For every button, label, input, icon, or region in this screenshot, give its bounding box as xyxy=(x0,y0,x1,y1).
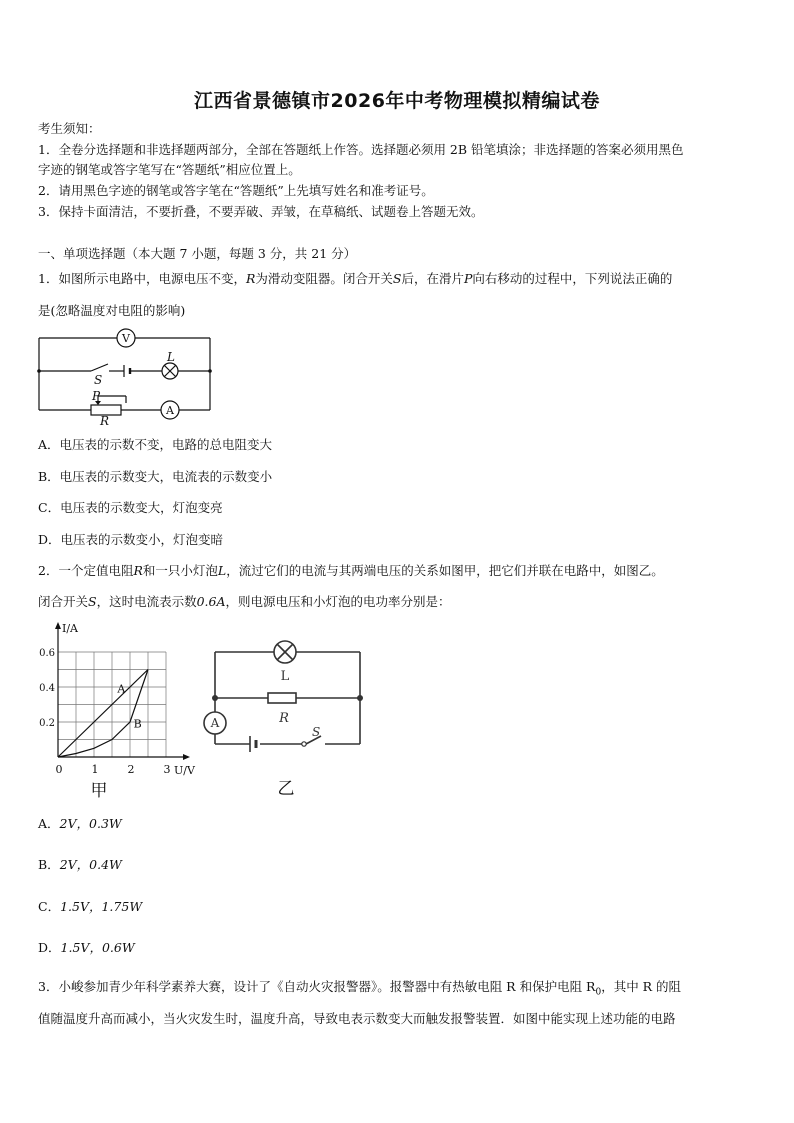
x-tick-label: 2 xyxy=(127,763,135,776)
voltmeter-label: V xyxy=(122,332,130,345)
section-heading: 一、单项选择题（本大题 7 小题，每题 3 分，共 21 分） xyxy=(38,246,357,261)
q2-option-d: D．1.5V，0.6W xyxy=(38,940,135,955)
curve-a-label: A xyxy=(117,682,126,696)
q2-stem-line-1: 2．一个定值电阻R和一只小灯泡L，流过它们的电流与其两端电压的关系如图甲，把它们并联在电路中，如图乙。 xyxy=(38,563,664,578)
resistor-label: R xyxy=(100,414,110,428)
q1-option-a: A．电压表的示数不变，电路的总电阻变大 xyxy=(38,437,273,452)
y-tick-label: 0.2 xyxy=(39,718,55,729)
q2-option-b: B．2V，0.4W xyxy=(38,857,122,872)
x-tick-label: 3 xyxy=(163,763,171,776)
q3-stem-line-2: 值随温度升高而减小，当火灾发生时，温度升高，导致电表示数变大而触发报警装置．如图中能实现上述功能的电路 xyxy=(38,1011,676,1026)
q1-stem-line-1: 1．如图所示电路中，电源电压不变，R为滑动变阻器。闭合开关S后，在滑片P向右移动的过程中，下列说法正确的 xyxy=(38,271,673,286)
q2-option-c: C．1.5V，1.75W xyxy=(38,899,143,914)
q2-option-a: A．2V，0.3W xyxy=(38,816,122,831)
q1-stem-line-2: 是(忽略温度对电阻的影响) xyxy=(38,303,186,318)
q1-circuit-diagram xyxy=(36,328,218,428)
notice-line-1: 1．全卷分选择题和非选择题两部分，全部在答题纸上作答。选择题必须用 2B 铅笔填涂；非选择题的答案必须用黑色 xyxy=(38,142,684,157)
page-title: 江西省景德镇市2026年中考物理模拟精编试卷 xyxy=(194,90,600,112)
resistor-label: R xyxy=(279,711,289,726)
switch-label: S xyxy=(312,725,321,739)
figure-yi-circuit xyxy=(200,632,370,802)
q1-option-d: D．电压表的示数变小，灯泡变暗 xyxy=(38,532,224,547)
lamp-label: L xyxy=(280,669,290,684)
q2-stem-line-2: 闭合开关S，这时电流表示数0.6A，则电源电压和小灯泡的电功率分别是： xyxy=(38,594,451,609)
x-tick-label: 0 xyxy=(55,763,63,776)
ammeter-label: A xyxy=(210,716,220,730)
ammeter-label: A xyxy=(166,404,174,417)
figure-jia-caption: 甲 xyxy=(90,781,108,801)
curve-b-label: B xyxy=(133,717,142,731)
q1-option-c: C．电压表的示数变大，灯泡变亮 xyxy=(38,500,223,515)
q1-option-b: B．电压表的示数变大，电流表的示数变小 xyxy=(38,469,273,484)
x-tick-label: 1 xyxy=(91,763,99,776)
lamp-symbol xyxy=(274,641,296,663)
notice-line-3: 3．保持卡面清洁，不要折叠，不要弄破、弄皱，在草稿纸、试题卷上答题无效。 xyxy=(38,204,484,219)
x-axis-arrow xyxy=(183,754,190,760)
y-axis-arrow xyxy=(55,622,61,629)
notice-line-1-cont: 字迹的钢笔或答字笔写在“答题纸”相应位置上。 xyxy=(38,162,301,177)
q3-stem-line-1: 3．小峻参加青少年科学素养大赛，设计了《自动火灾报警器》。报警器中有热敏电阻 R 和保护电阻 $R_0$，其中 R 的阻 xyxy=(38,979,682,998)
slider-label: P xyxy=(92,389,101,403)
figure-yi-caption: 乙 xyxy=(277,779,295,799)
notice-heading: 考生须知： xyxy=(38,121,101,136)
figure-jia-iu-graph xyxy=(36,620,206,802)
y-axis-label: I/A xyxy=(62,622,78,635)
x-axis-label: U/V xyxy=(174,764,195,777)
y-tick-label: 0.4 xyxy=(39,683,55,694)
y-tick-label: 0.6 xyxy=(39,648,55,659)
notice-line-2: 2．请用黑色字迹的钢笔或答字笔在“答题纸”上先填写姓名和准考证号。 xyxy=(38,183,434,198)
switch-label: S xyxy=(94,373,103,387)
lamp-symbol xyxy=(162,363,178,379)
lamp-label: L xyxy=(167,350,175,364)
